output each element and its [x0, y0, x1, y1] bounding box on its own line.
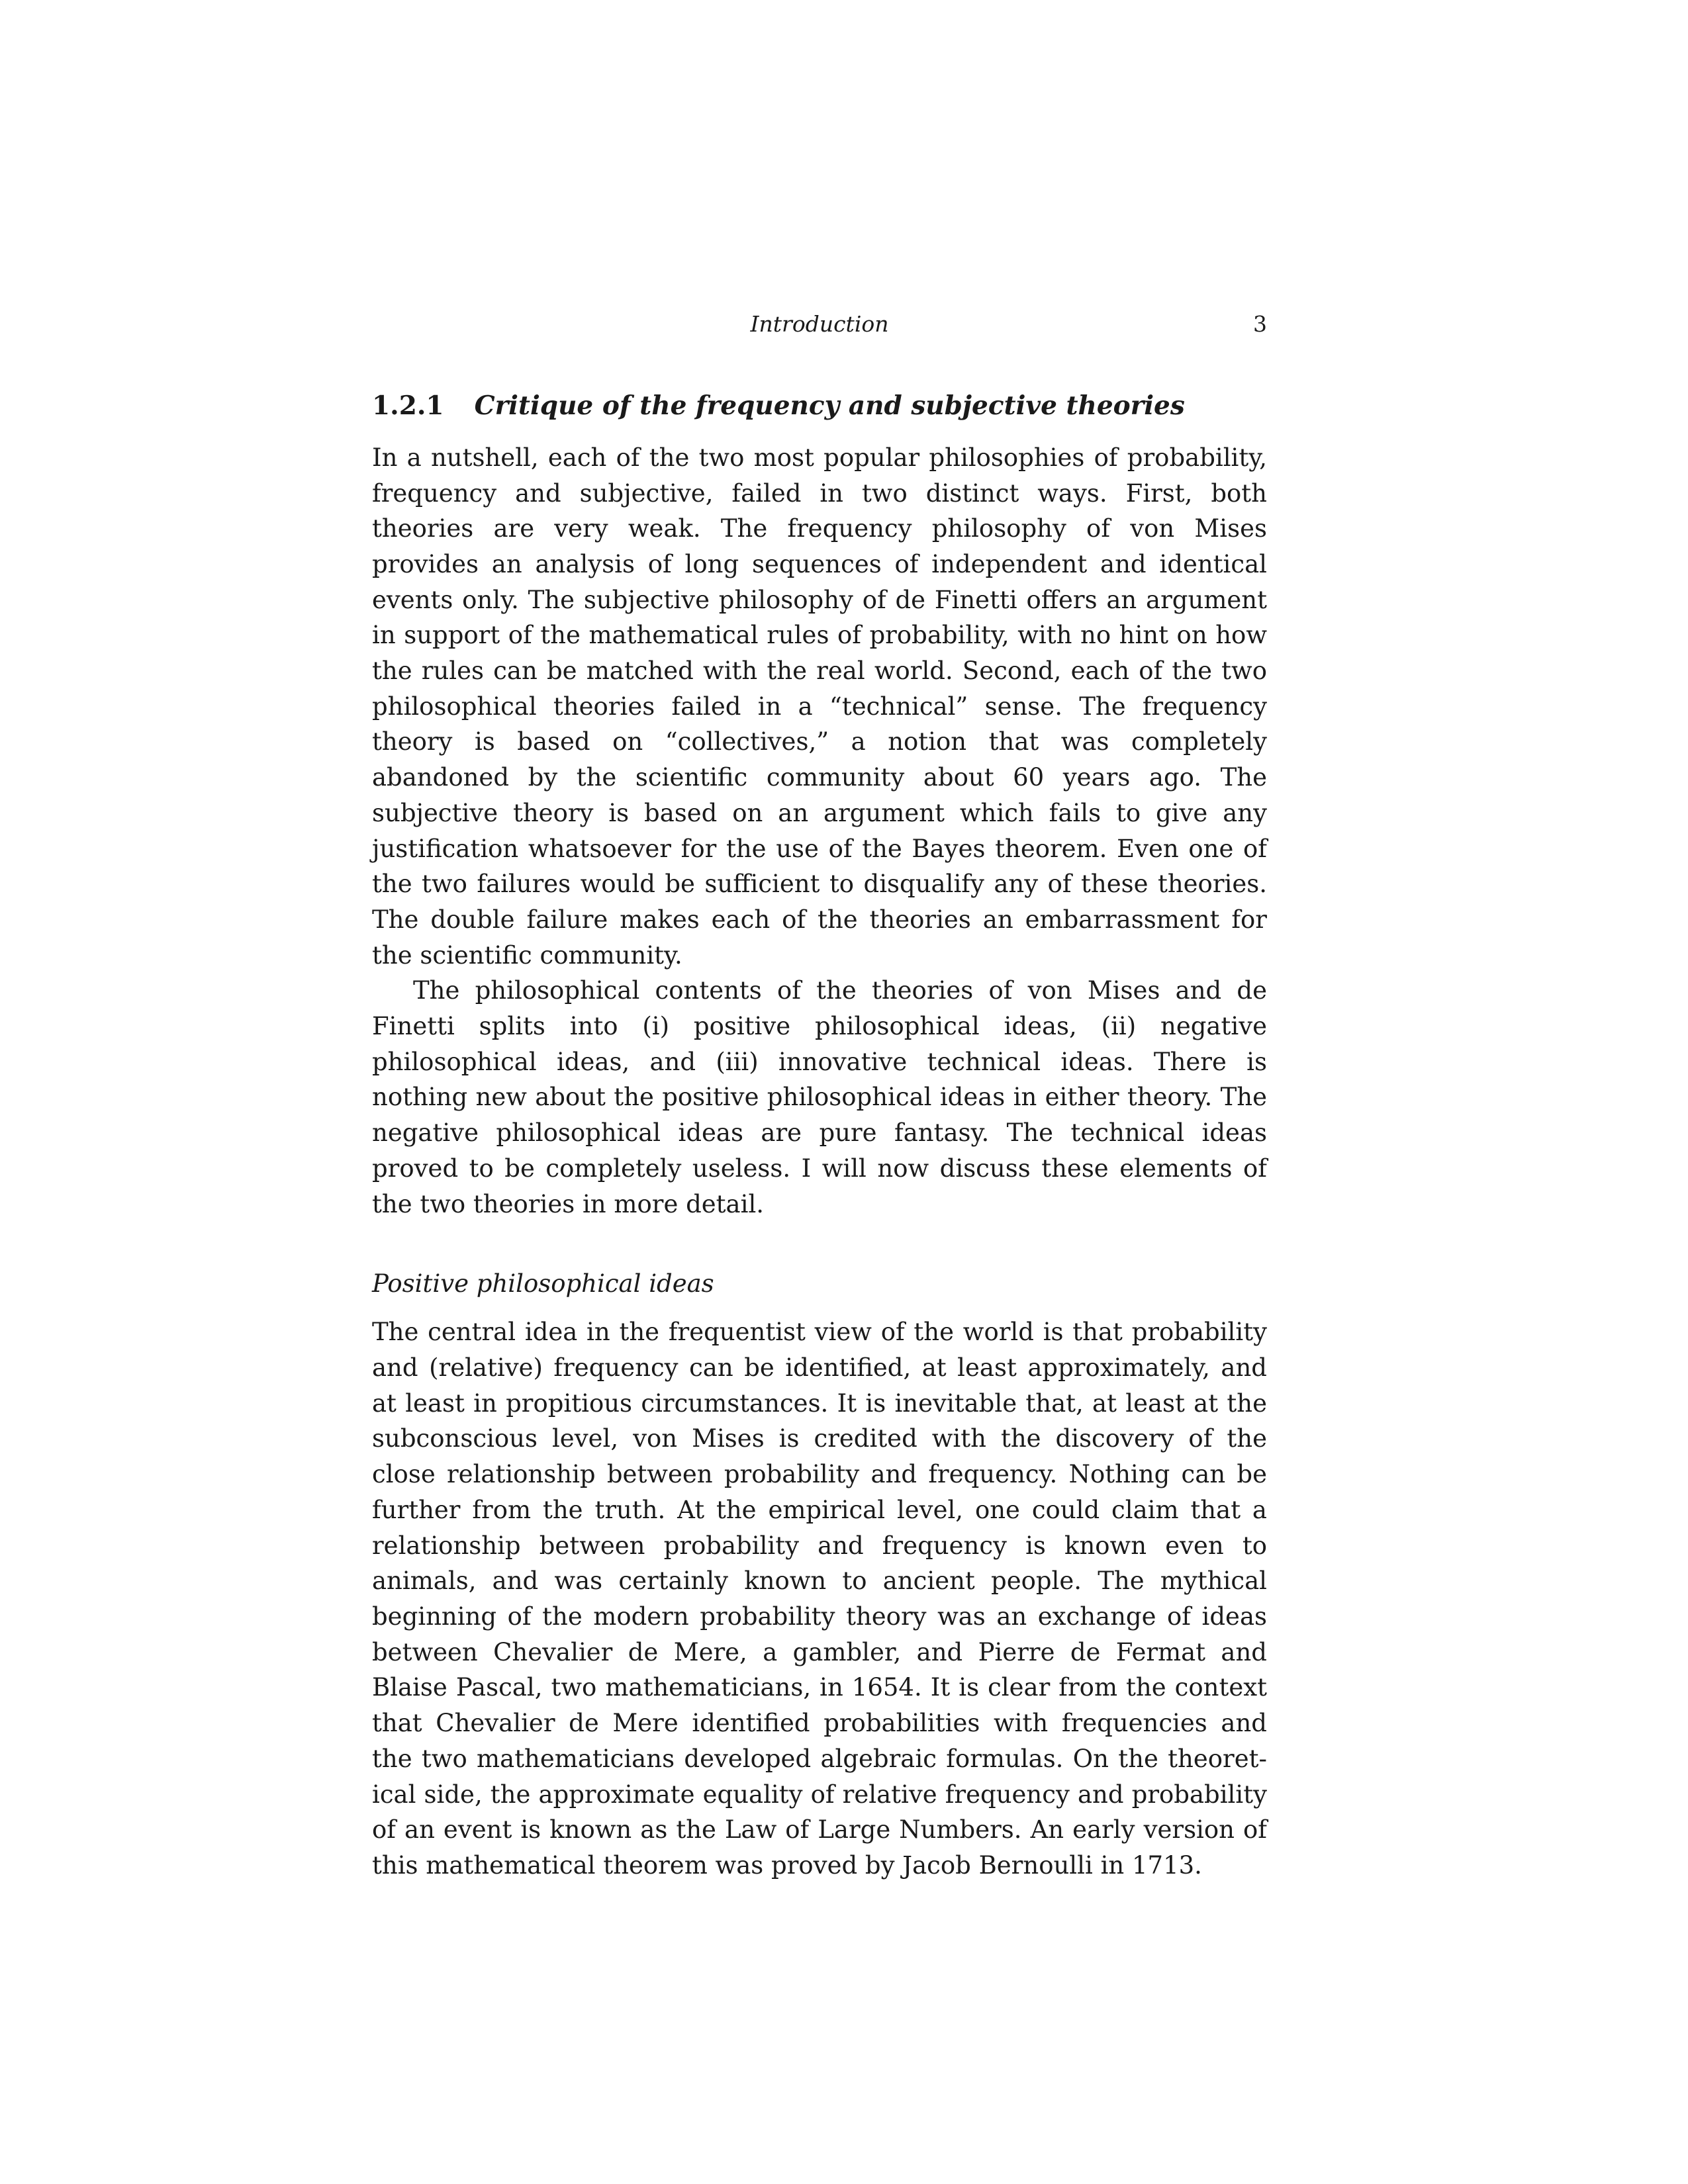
section-title: Critique of the frequency and subjective theories — [474, 390, 1185, 421]
page-number: 3 — [1253, 311, 1267, 337]
paragraph-1: In a nutshell, each of the two most popular philosophies of probability, frequency and subjective, failed in two distinct ways. First, both theories are very weak. The frequency philosophy of von Mises provides an analysis of long sequences of independent and identical events only. The subjective philosophy of de Finetti offers an argument in support of the mathematical rules of probability, with no hint on how the rules can be matched with the real world. Second, each of the two philosophical theories failed in a “technical” sense. The frequency theory is based on “collectives,” a notion that was completely abandoned by the scientific community about 60 years ago. The subjective theory is based on an argument which fails to give any justification whatsoever for the use of the Bayes theorem. Even one of the two failures would be sufficient to disqualify any of these theories. The double failure makes each of the theories an embarrassment for the scientific community. — [372, 443, 1267, 970]
running-header — [372, 311, 1267, 351]
subsection-heading: Positive philosophical ideas — [372, 1269, 714, 1298]
page-content — [372, 311, 1267, 1884]
paragraph-3: The central idea in the frequentist view of the world is that probability and (relative) frequency can be identified, at least approximately, and at least in propitious circumstances. It is inevitable that, at least at the subconscious level, von Mises is credited with the discovery of the close relationship between probability and frequency. Nothing can be further from the truth. At the empirical level, one could claim that a relationship between probability and frequency is known even to animals, and was certainly known to ancient people. The mythical beginning of the modern probability theory was an exchange of ideas between Chevalier de Mere, a gambler, and Pierre de Fermat and Blaise Pascal, two mathematicians, in 1654. It is clear from the context that Chevalier de Mere identified probabilities with frequencies and the two mathematicians developed algebraic formulas. On the theoretical side, the approximate equality of relative frequency and probability of an event is known as the Law of Large Numbers. An early version of this mathematical theorem was proved by Jacob Bernoulli in 1713. — [372, 1318, 1267, 1880]
section-heading — [372, 390, 1267, 422]
running-title: Introduction — [750, 311, 889, 337]
section-number: 1.2.1 — [372, 390, 444, 421]
paragraph-2: The philosophical contents of the theories of von Mises and de Finetti splits into (i) positive philosophical ideas, (ii) negative philosophical ideas, and (iii) innovative technical ideas. There is nothing new about the positive philosophical ideas in either theory. The negative philosophical ideas are pure fantasy. The technical ideas proved to be completely useless. I will now discuss these elements of the two theories in more detail. — [372, 976, 1267, 1218]
